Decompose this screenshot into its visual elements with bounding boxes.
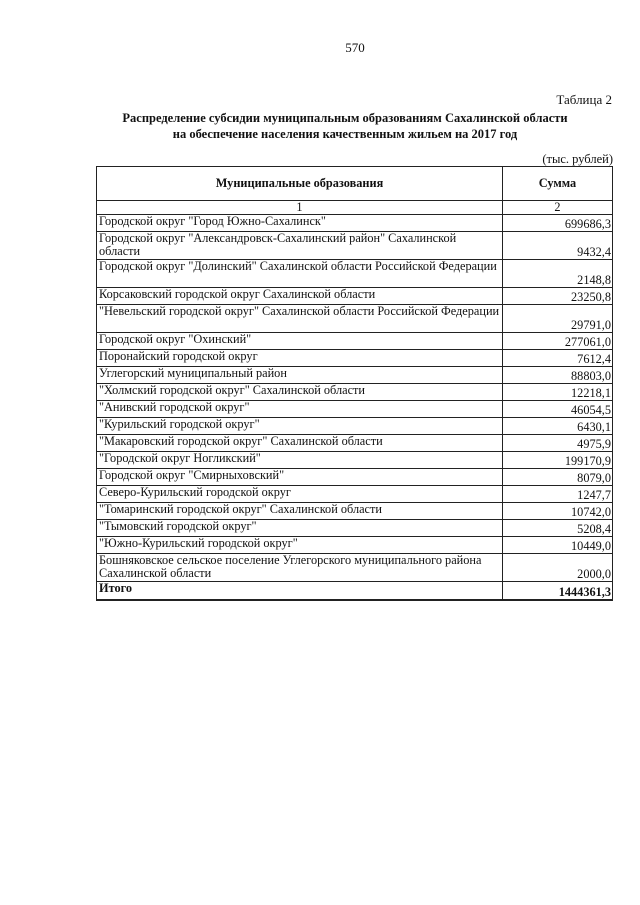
municipality-name: "Городской округ Ногликский" — [97, 452, 503, 469]
subsidy-table — [96, 166, 613, 601]
subsidy-sum: 1247,7 — [503, 486, 613, 503]
municipality-name: Бошняковское сельское поселение Углегорского муниципального района Сахалинской области — [97, 554, 503, 582]
table-row — [97, 503, 613, 520]
subsidy-sum: 10742,0 — [503, 503, 613, 520]
table-row — [97, 260, 613, 288]
municipality-name: Углегорский муниципальный район — [97, 367, 503, 384]
subsidy-sum: 8079,0 — [503, 469, 613, 486]
column-header-sum: Сумма — [503, 167, 613, 201]
table-row — [97, 452, 613, 469]
table-row — [97, 333, 613, 350]
units-note: (тыс. рублей) — [542, 152, 613, 166]
subsidy-sum: 88803,0 — [503, 367, 613, 384]
municipality-name: Корсаковский городской округ Сахалинской области — [97, 288, 503, 305]
subsidy-sum: 277061,0 — [503, 333, 613, 350]
municipality-name: Городской округ "Александровск-Сахалинский район" Сахалинской области — [97, 232, 503, 260]
subsidy-sum: 199170,9 — [503, 452, 613, 469]
total-label: Итого — [97, 582, 503, 601]
municipality-name: "Томаринский городской округ" Сахалинской области — [97, 503, 503, 520]
table-row — [97, 418, 613, 435]
total-sum: 1444361,3 — [503, 582, 613, 601]
table-row — [97, 367, 613, 384]
table-row — [97, 537, 613, 554]
table-row — [97, 384, 613, 401]
column-header-municipality: Муниципальные образования — [97, 167, 503, 201]
municipality-name: Северо-Курильский городской округ — [97, 486, 503, 503]
header-row — [97, 167, 613, 201]
document-title — [90, 110, 600, 142]
table-body — [97, 201, 613, 601]
column-index-sum: 2 — [503, 201, 613, 215]
table-row — [97, 232, 613, 260]
subsidy-sum: 4975,9 — [503, 435, 613, 452]
table-row — [97, 435, 613, 452]
table-row — [97, 350, 613, 367]
municipality-name: "Невельский городской округ" Сахалинской области Российской Федерации — [97, 305, 503, 333]
subsidy-sum: 2000,0 — [503, 554, 613, 582]
column-index-municipality: 1 — [97, 201, 503, 215]
municipality-name: "Курильский городской округ" — [97, 418, 503, 435]
page-number: 570 — [345, 40, 365, 55]
municipality-name: "Анивский городской округ" — [97, 401, 503, 418]
subsidy-sum: 699686,3 — [503, 215, 613, 232]
document-title-line-2: на обеспечение населения качественным жильем на 2017 год — [172, 127, 518, 141]
municipality-name: "Холмский городской округ" Сахалинской области — [97, 384, 503, 401]
subsidy-sum: 23250,8 — [503, 288, 613, 305]
subsidy-sum: 10449,0 — [503, 537, 613, 554]
subsidy-sum: 6430,1 — [503, 418, 613, 435]
table-row — [97, 469, 613, 486]
municipality-name: Городской округ "Город Южно-Сахалинск" — [97, 215, 503, 232]
subsidy-sum: 5208,4 — [503, 520, 613, 537]
municipality-name: Городской округ "Смирныховский" — [97, 469, 503, 486]
total-row — [97, 582, 613, 601]
table-row — [97, 288, 613, 305]
municipality-name: Городской округ "Охинский" — [97, 333, 503, 350]
subsidy-sum: 9432,4 — [503, 232, 613, 260]
subsidy-sum: 46054,5 — [503, 401, 613, 418]
municipality-name: "Макаровский городской округ" Сахалинской области — [97, 435, 503, 452]
municipality-name: "Тымовский городской округ" — [97, 520, 503, 537]
table-row — [97, 554, 613, 582]
table-row — [97, 401, 613, 418]
column-index-row — [97, 201, 613, 215]
subsidy-sum: 2148,8 — [503, 260, 613, 288]
subsidy-sum: 12218,1 — [503, 384, 613, 401]
table-row — [97, 520, 613, 537]
subsidy-sum: 29791,0 — [503, 305, 613, 333]
document-title-line-1: Распределение субсидии муниципальным образованиям Сахалинской области — [122, 111, 568, 125]
table-row — [97, 486, 613, 503]
subsidy-sum: 7612,4 — [503, 350, 613, 367]
table-row — [97, 215, 613, 232]
table-label: Таблица 2 — [556, 92, 612, 107]
municipality-name: Поронайский городской округ — [97, 350, 503, 367]
municipality-name: "Южно-Курильский городской округ" — [97, 537, 503, 554]
municipality-name: Городской округ "Долинский" Сахалинской области Российской Федерации — [97, 260, 503, 288]
table-row — [97, 305, 613, 333]
